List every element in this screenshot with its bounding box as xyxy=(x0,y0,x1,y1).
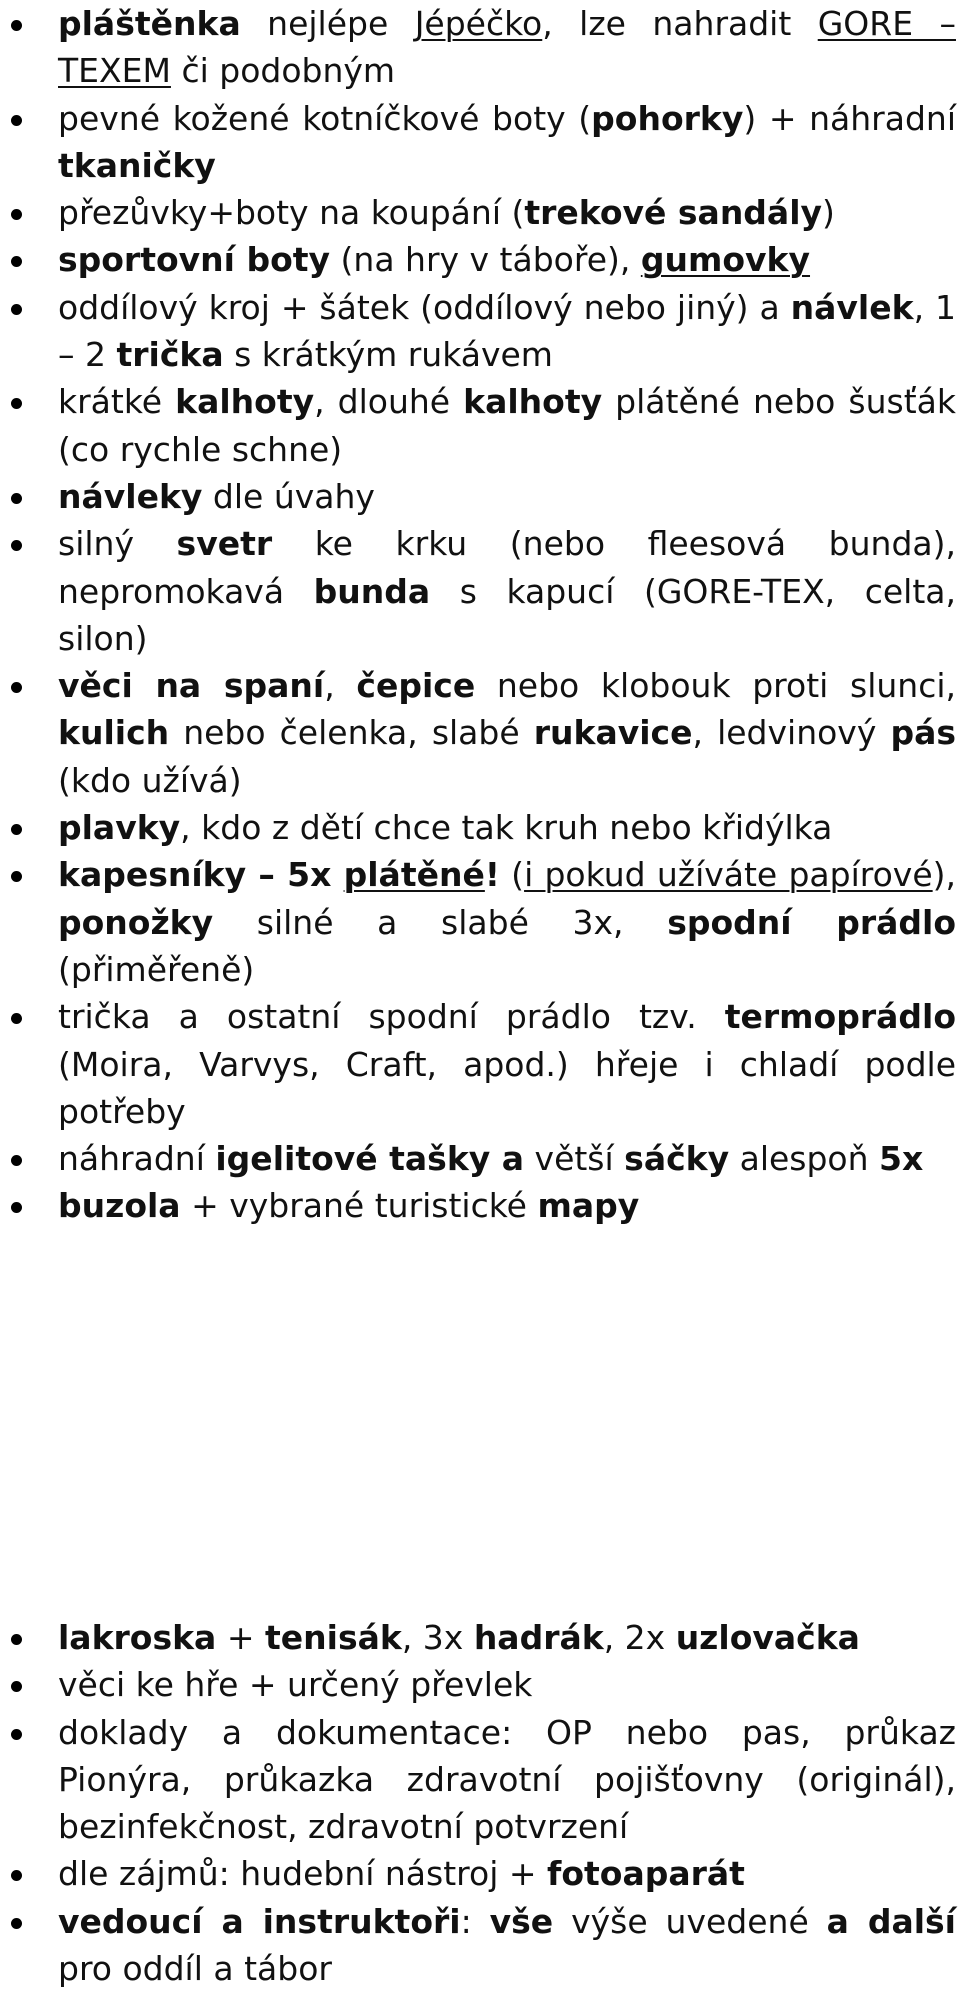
item-text-segment: , kdo z dětí chce tak kruh nebo křidýlka xyxy=(180,808,833,848)
item-text-segment: pevné kožené kotníčkové boty ( xyxy=(58,98,592,138)
item-text-segment: návleky xyxy=(58,476,203,516)
item-text-segment: plátěné nebo šusťák (co rychle schne) xyxy=(58,382,956,469)
bullet-icon xyxy=(11,540,22,551)
bullet-icon xyxy=(11,1013,22,1024)
item-text-segment: gumovky xyxy=(640,240,811,280)
item-text-segment: čepice xyxy=(356,666,476,706)
item-text-segment: doklady a dokumentace: OP nebo pas, průkaz Pionýra, průkazka zdravotní pojišťovny (originál), bezinfekčnost, zdravotní potvrzení xyxy=(58,1712,956,1847)
item-text-segment: ( xyxy=(499,855,525,895)
bullet-icon xyxy=(11,304,22,315)
item-text-segment: nebo čelenka, slabé xyxy=(169,713,534,753)
bullet-icon xyxy=(11,115,22,126)
item-text-segment: pás xyxy=(890,713,956,753)
item-text-segment: i pokud užíváte papírové xyxy=(524,855,933,895)
item-text-segment: či podobným xyxy=(170,51,396,91)
item-text-segment: igelitové tašky a xyxy=(215,1139,525,1179)
item-text-segment: bunda xyxy=(313,571,431,611)
item-text-segment: nejlépe xyxy=(240,4,415,43)
packing-list-bottom xyxy=(0,1614,960,1992)
item-text-segment: (na hry v táboře), xyxy=(330,240,641,280)
item-text-segment: s kapucí (GORE-TEX, celta, silon) xyxy=(58,571,957,658)
item-text-segment: věci na spaní xyxy=(58,666,325,706)
item-text-segment: tkaničky xyxy=(58,145,216,185)
bullet-icon xyxy=(11,256,22,267)
item-text-segment: pohorky xyxy=(591,98,744,138)
list-item xyxy=(0,1898,960,1993)
item-text-segment: termoprádlo xyxy=(724,997,956,1037)
bullet-icon xyxy=(11,398,22,409)
list-item xyxy=(0,1614,960,1661)
item-text-segment: (kdo užívá) xyxy=(58,760,242,800)
item-text-segment: ke krku (nebo fleesová bunda), nepromokavá xyxy=(58,524,956,611)
item-text-segment: , lze nahradit xyxy=(542,4,818,43)
item-text-segment: sportovní boty xyxy=(58,240,331,280)
item-text-segment: mapy xyxy=(537,1186,640,1226)
item-text-segment: pláštěnka xyxy=(58,4,241,43)
item-text-segment: náhradní xyxy=(58,1139,216,1179)
item-text-segment: vedoucí a instruktoři xyxy=(58,1901,461,1941)
bullet-icon xyxy=(11,493,22,504)
item-text-segment: kulich xyxy=(58,713,170,753)
bullet-icon xyxy=(11,1681,22,1692)
item-text-segment: výše uvedené xyxy=(553,1901,827,1941)
item-text-segment: buzola xyxy=(58,1186,181,1226)
item-text-segment: , xyxy=(324,666,357,706)
item-text-segment: kapesníky – 5x xyxy=(58,855,344,895)
bullet-icon xyxy=(11,209,22,220)
bullet-icon xyxy=(11,1634,22,1645)
list-item xyxy=(0,95,960,190)
bullet-icon xyxy=(11,1155,22,1166)
bullet-icon xyxy=(11,1870,22,1881)
item-text-segment: : xyxy=(460,1901,490,1941)
list-item xyxy=(0,378,960,473)
item-text-segment: Jépéčko xyxy=(414,4,543,43)
item-text-segment: lakroska xyxy=(58,1618,217,1657)
item-text-segment: kalhoty xyxy=(463,382,603,422)
item-text-segment: , dlouhé xyxy=(314,382,464,422)
list-item xyxy=(0,284,960,379)
item-text-segment: s krátkým rukávem xyxy=(223,335,553,375)
item-text-segment: a další xyxy=(826,1901,956,1941)
item-text-segment: plátěné xyxy=(343,855,485,895)
list-item xyxy=(0,473,960,520)
item-text-segment: spodní prádlo xyxy=(667,902,956,942)
item-text-segment: návlek xyxy=(790,287,914,327)
list-item xyxy=(0,993,960,1135)
item-text-segment: + xyxy=(216,1618,265,1657)
item-text-segment: GORE – TEXEM xyxy=(58,4,956,91)
item-text-segment: , 3x xyxy=(401,1618,474,1657)
item-text-segment: vše xyxy=(489,1901,554,1941)
list-item xyxy=(0,520,960,662)
list-item xyxy=(0,1850,960,1897)
item-text-segment: fotoaparát xyxy=(547,1854,745,1894)
item-text-segment: věci ke hře + určený převlek xyxy=(58,1665,533,1705)
bullet-icon xyxy=(11,1729,22,1740)
list-item xyxy=(0,662,960,804)
item-text-segment: svetr xyxy=(176,524,273,564)
item-text-segment: rukavice xyxy=(533,713,693,753)
item-text-segment: nebo klobouk proti slunci, xyxy=(475,666,956,706)
list-item xyxy=(0,1661,960,1708)
bullet-icon xyxy=(11,1918,22,1929)
item-text-segment: 5x xyxy=(879,1139,924,1179)
bullet-icon xyxy=(11,20,22,31)
bullet-icon xyxy=(11,824,22,835)
item-text-segment: (přiměřeně) xyxy=(58,949,255,989)
list-item xyxy=(0,1182,960,1229)
item-text-segment: ), xyxy=(932,855,957,895)
item-text-segment: , 1 – 2 xyxy=(58,287,956,375)
item-text-segment: ) + náhradní xyxy=(743,98,956,138)
list-item xyxy=(0,0,960,95)
bullet-icon xyxy=(11,1202,22,1213)
item-text-segment: uzlovačka xyxy=(675,1618,860,1657)
item-text-segment: + vybrané turistické xyxy=(180,1186,538,1226)
item-text-segment: hadrák xyxy=(473,1618,604,1657)
item-text-segment: oddílový kroj + šátek (oddílový nebo jiný) a xyxy=(58,287,791,327)
item-text-segment: ) xyxy=(822,193,835,233)
item-text-segment: přezůvky+boty na koupání ( xyxy=(58,193,525,233)
list-item xyxy=(0,1135,960,1182)
item-text-segment: plavky xyxy=(58,808,181,848)
item-text-segment: sáčky xyxy=(624,1139,730,1179)
item-text-segment: , 2x xyxy=(603,1618,676,1657)
item-text-segment: (Moira, Varvys, Craft, apod.) hřeje i chladí podle potřeby xyxy=(58,1044,956,1131)
item-text-segment: trička a ostatní spodní prádlo tzv. xyxy=(58,997,725,1037)
item-text-segment: pro oddíl a tábor xyxy=(58,1949,332,1989)
list-item xyxy=(0,804,960,851)
list-item xyxy=(0,236,960,283)
list-item xyxy=(0,189,960,236)
item-text-segment: kalhoty xyxy=(175,382,315,422)
bullet-icon xyxy=(11,871,22,882)
bullet-icon xyxy=(11,682,22,693)
item-text-segment: alespoň xyxy=(729,1139,880,1179)
item-text-segment: tenisák xyxy=(264,1618,402,1657)
item-text-segment: větší xyxy=(524,1139,625,1179)
list-item xyxy=(0,1709,960,1851)
item-text-segment: silný xyxy=(58,524,177,564)
item-text-segment: trekové sandály xyxy=(524,193,823,233)
item-text-segment: ! xyxy=(484,855,500,895)
item-text-segment: dle zájmů: hudební nástroj + xyxy=(58,1854,547,1894)
list-item xyxy=(0,851,960,993)
item-text-segment: ponožky xyxy=(58,902,214,942)
item-text-segment: silné a slabé 3x, xyxy=(213,902,668,942)
item-text-segment: , ledvinový xyxy=(692,713,891,753)
item-text-segment: trička xyxy=(116,335,224,375)
item-text-segment: dle úvahy xyxy=(202,476,375,516)
item-text-segment: krátké xyxy=(58,382,176,422)
